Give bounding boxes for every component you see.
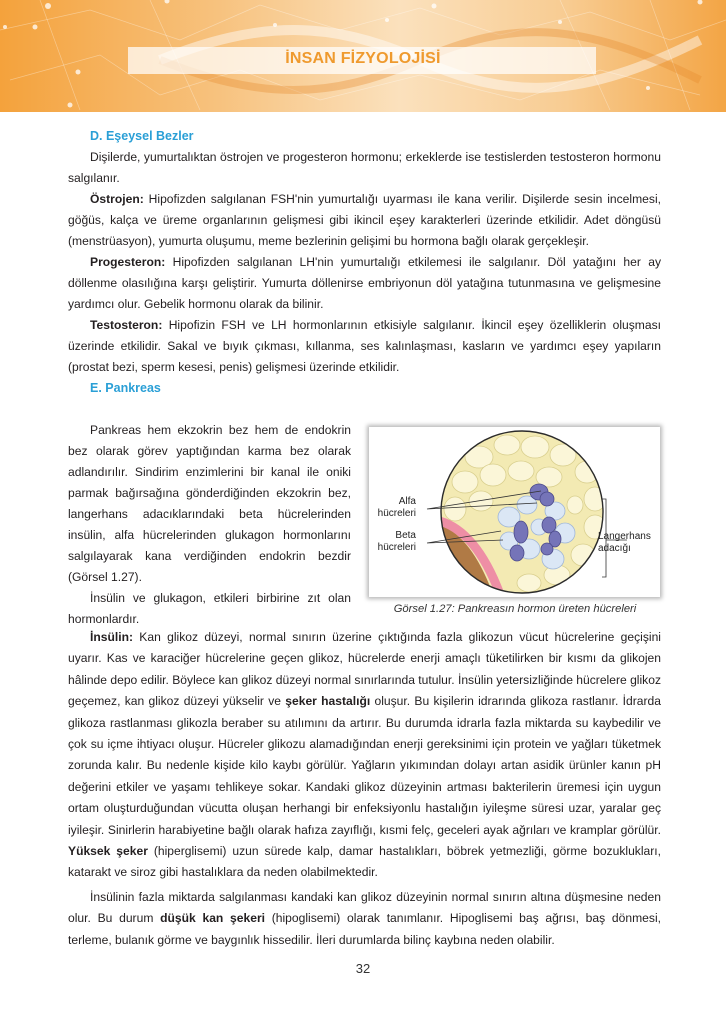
progesteron-text: Hipofizden salgılanan LH'nin yumurtalığı etkilemesi ile salgılanır. Döl yatağını her ay döllenme olasılığına karşı geliştirir. Yumurta döllenirse embriyonun döl yatağına tutunmasına ve gelişmesine yardımcı olur. Gebelik hormonu olarak da bilinir. (68, 255, 661, 311)
insulin-term: İnsülin: (90, 630, 133, 644)
insulin-section (68, 627, 661, 951)
alfa-label-line1: Alfa (398, 496, 416, 507)
progesteron-paragraph (68, 252, 661, 315)
ostrojen-term: Östrojen: (90, 192, 144, 206)
dusuk-kan-sekeri-term: düşük kan şekeri (160, 911, 266, 926)
yuksek-seker-term: Yüksek şeker (68, 844, 148, 859)
insulin-text-1: Kan glikoz düzeyi, normal sınırın üzerine çıktığında fazla glikozun vücut hücrelerine geçişini uyarır. Kas ve karaciğer hücrelerine geçen glikoz, hücrelerde enerji amaçlı tüketilirken bir kısmı da glikojen hâlinde depo edilir. Böylece kan glikoz düzeyi normal sınırlarında tutulur. İnsülin yetersizliğinde hücrelere glikoz geçemez, kan glikoz düzeyi yükselir ve (68, 630, 661, 709)
testosteron-paragraph (68, 315, 661, 378)
figure-caption: Görsel 1.27: Pankreasın hormon üreten hücreleri (393, 603, 637, 615)
langerhans-label (598, 531, 658, 555)
beta-label-line1: Beta (395, 530, 416, 541)
pancreas-figure (369, 427, 660, 597)
alfa-cells-label (369, 496, 416, 520)
header-banner (0, 0, 726, 112)
intro-paragraph: Dişilerde, yumurtalıktan östrojen ve progesteron hormonu; erkeklerde ise testislerden testosteron hormonu salgılanır. (68, 150, 661, 185)
alfa-label-line2: hücreleri (377, 508, 416, 519)
insulin-glukagon-paragraph: İnsülin ve glukagon, etkileri birbirine zıt olan hormonlardır. (68, 591, 351, 626)
seker-hastaligi-term: şeker hastalığı (285, 694, 371, 709)
section-d (68, 126, 661, 399)
pankreas-intro (68, 420, 351, 630)
pankreas-paragraph: Pankreas hem ekzokrin bez hem de endokrin bez olarak görev yaptığından karma bez olarak adlandırılır. Sindirim enzimlerini bir kanal ile oniki parmak bağırsağına gönderdiğinden ekzokrin bez, langerhans adacıklarındaki beta hücrelerinden insülin, alfa hücrelerinden glukagon hormonlarını salgılayarak kana verdiğinden endokrin bezdir (Görsel 1.27). (68, 423, 351, 584)
hypo-text-1: İnsülinin fazla miktarda salgılanması kandaki kan glikoz düzeyinin normal sınırın altına düşmesine neden olur. Bu durum (68, 889, 661, 926)
insulin-paragraph (68, 627, 661, 884)
beta-cells-label (369, 530, 416, 554)
testosteron-text: Hipofizin FSH ve LH hormonlarının etkisiyle salgılanır. İkincil eşey özelliklerin oluşması üzerinde etkilidir. Sakal ve bıyık çıkması, kıllanma, ses kalınlaşması, kasların ve yardımcı eşey yapıların (prostat bezi, sperm kesesi, penis) gelişmesi üzerinde etkilidir. (68, 318, 661, 374)
hypoglycemia-paragraph (68, 887, 661, 951)
ostrojen-text: Hipofizden salgılanan FSH'nin yumurtalığı uyarması ile kana verilir. Dişilerde sesin incelmesi, göğüs, kalça ve üreme organlarının gelişmesi gibi ikincil eşey karakterleri üzerinde etkilidir. Adet döngüsü (menstrüasyon), yumurta oluşumu, meme bezlerinin gelişimi bu hormona bağlı olarak gerçekleşir. (68, 192, 661, 248)
section-heading-d: D. Eşeysel Bezler (90, 129, 194, 143)
insulin-text-2: oluşur. Bu kişilerin idrarında glikoza rastlanır. İdrarda glikoza rastlanması glikozla beraber su atılımını da artırır. Bu durumda idrarla fazla miktarda su kaybedilir ve çok su içme ihtiyacı oluşur. Hücreler glikozu alamadığından enerji gereksinimi için protein ve yağları tüketmek zorunda kalır. Bu nedenle kişide kilo kaybı görülür. Yağların yıkımından dolayı artan asidik ürünler kanın pH değerini etkiler ve yaşamı tehlikeye sokar. Kandaki glikoz düzeyinin artması bakterilerin üremesi için uygun ortam oluşturduğundan vücutta oluşan herhangi bir enfeksiyonlu hastalığın iyileşme süresi uzar, yaralar geç iyileşir. Sinirlerin harabiyetine bağlı olarak hafıza zayıflığı, kısmi felç, geceleri ayak ağrıları ve kramplar görülür. (68, 694, 661, 837)
chapter-title: İNSAN FİZYOLOJİSİ (285, 50, 441, 67)
beta-label-line2: hücreleri (377, 542, 416, 553)
hypo-text-2: (hipoglisemi) olarak tanımlanır. Hipoglisemi baş ağrısı, baş dönmesi, terleme, bulanık görme ve baygınlık hissedilir. İleri durumlarda bilinç kaybına neden olabilir. (68, 911, 661, 947)
section-heading-e: E. Pankreas (90, 381, 161, 395)
page-number: 32 (355, 961, 371, 976)
langerhans-label-line2: adacığı (598, 543, 631, 554)
insulin-text-3: (hiperglisemi) uzun sürede kalp, damar hastalıkları, böbrek yetmezliği, görme bozuklukları, katarakt ve siroz gibi hastalıklara da neden olabilmektedir. (68, 844, 661, 880)
langerhans-label-line1: Langerhans (598, 531, 651, 542)
ostrojen-paragraph (68, 189, 661, 252)
testosteron-term: Testosteron: (90, 318, 163, 332)
progesteron-term: Progesteron: (90, 255, 166, 269)
